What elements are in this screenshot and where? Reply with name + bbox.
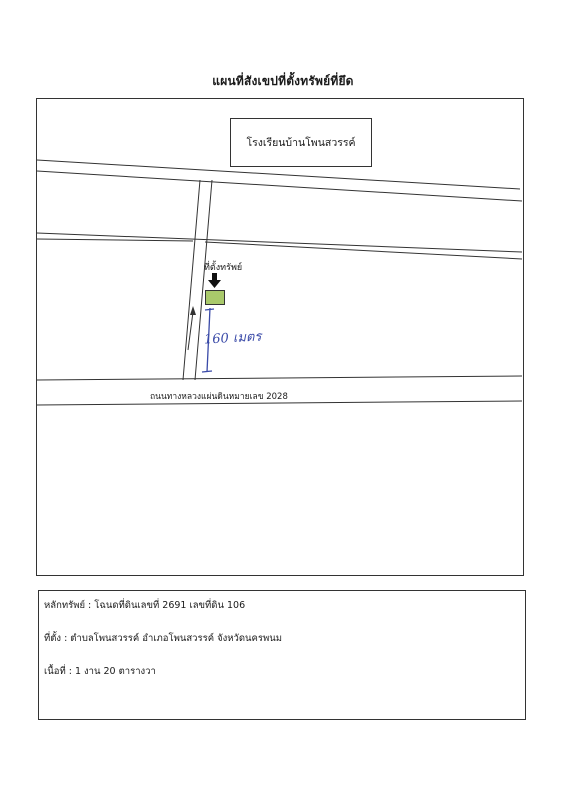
school-label: โรงเรียนบ้านโพนสวรรค์ (230, 118, 372, 167)
page-title: แผนที่สังเขปที่ตั้งทรัพย์ที่ยึด (212, 74, 354, 88)
distance-tick-bottom (202, 371, 212, 372)
area-detail: เนื้อที่ : 1 งาน 20 ตารางวา (44, 666, 156, 677)
location-detail: ที่ตั้ง : ตำบลโพนสวรรค์ อำเภอโพนสวรรค์ จังหวัดนครพนม (44, 633, 283, 644)
highway-top-edge (37, 376, 522, 380)
property-location-label: ที่ตั้งทรัพย์ (204, 263, 243, 273)
direction-arrow-head (190, 306, 196, 315)
road-upper-bottom-edge (37, 171, 522, 201)
distance-note: 160 เมตร (203, 329, 262, 348)
asset-detail: หลักทรัพย์ : โฉนดที่ดินเลขที่ 2691 เลขที่ดิน 106 (44, 600, 246, 611)
pointer-arrow-head (208, 280, 221, 288)
road-middle-bottom-edge (37, 239, 193, 241)
distance-tick-top (205, 309, 214, 310)
pointer-arrow-shaft (212, 273, 217, 281)
road-middle-top-edge (37, 233, 522, 252)
property-marker (205, 290, 225, 305)
highway-label: ถนนทางหลวงแผ่นดินหมายเลข 2028 (150, 392, 288, 402)
